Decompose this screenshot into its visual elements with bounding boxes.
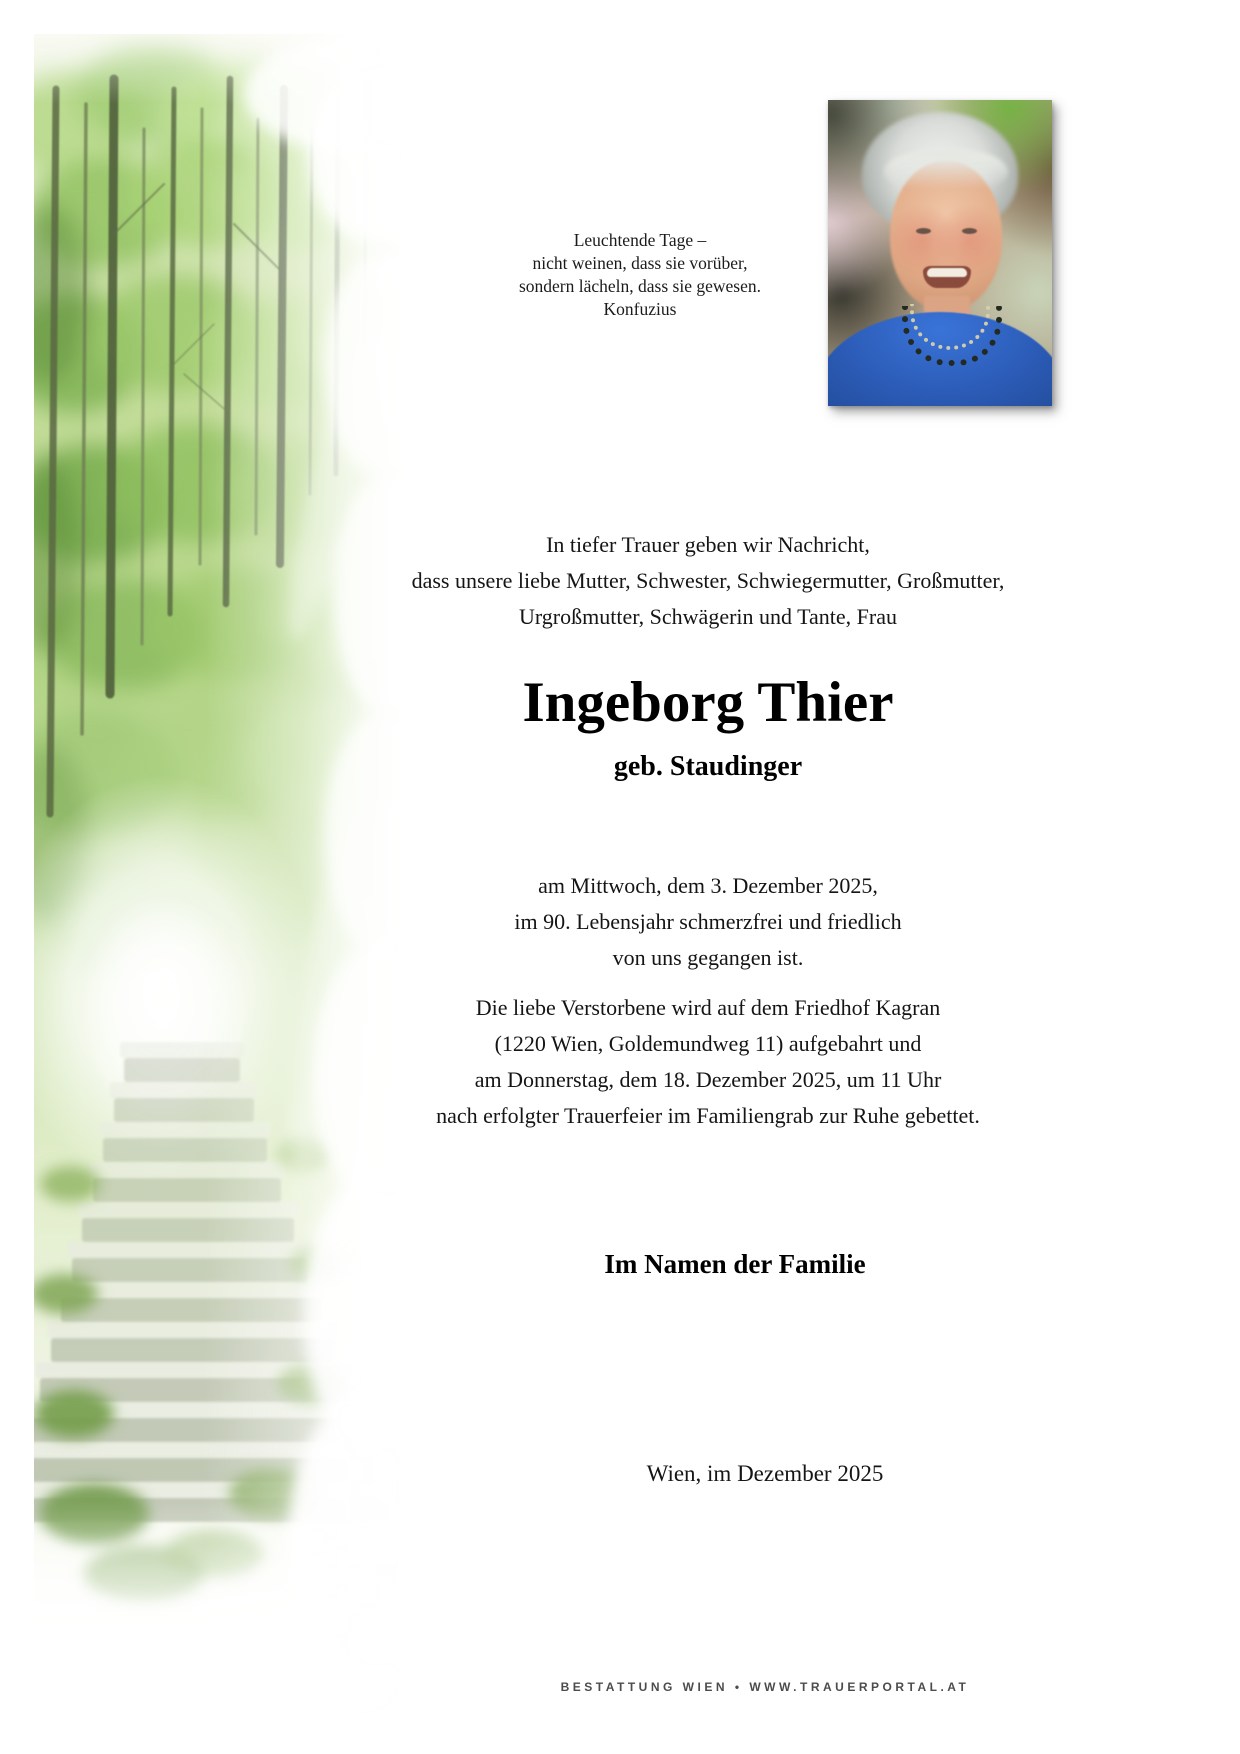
quote-line-2: nicht weinen, dass sie vorüber, <box>532 253 748 273</box>
forest-stairway-graphic <box>34 34 406 1720</box>
funeral-line-3: am Donnerstag, dem 18. Dezember 2025, um 11 Uhr <box>474 1067 942 1092</box>
place-date: Wien, im Dezember 2025 <box>646 1461 884 1486</box>
death-line-3: von uns gegangen ist. <box>612 945 804 970</box>
memorial-quote <box>440 229 840 321</box>
intro-line-2: dass unsere liebe Mutter, Schwester, Schwiegermutter, Großmutter, <box>411 568 1005 593</box>
announcement-intro <box>392 527 1024 635</box>
death-details <box>392 868 1024 976</box>
portrait-bangs <box>884 148 1008 196</box>
quote-line-3: sondern lächeln, dass sie gewesen. <box>518 276 761 296</box>
portrait-left-eye <box>916 228 931 234</box>
deceased-name: Ingeborg Thier <box>522 671 894 734</box>
funeral-line-1: Die liebe Verstorbene wird auf dem Friedhof Kagran <box>475 995 941 1020</box>
intro-line-3: Urgroßmutter, Schwägerin und Tante, Frau <box>518 604 898 629</box>
portrait-teeth <box>927 268 967 277</box>
death-line-1: am Mittwoch, dem 3. Dezember 2025, <box>538 873 878 898</box>
maiden-name: geb. Staudinger <box>613 751 803 782</box>
funeral-line-4: nach erfolgter Trauerfeier im Familiengrab zur Ruhe gebettet. <box>436 1103 980 1128</box>
footer-credit: BESTATTUNG WIEN • WWW.TRAUERPORTAL.AT <box>560 1680 970 1694</box>
portrait-right-eye <box>962 228 977 234</box>
quote-attribution: Konfuzius <box>603 299 677 319</box>
intro-line-1: In tiefer Trauer geben wir Nachricht, <box>546 532 870 557</box>
family-closing: Im Namen der Familie <box>604 1249 866 1279</box>
death-line-2: im 90. Lebensjahr schmerzfrei und friedlich <box>514 909 902 934</box>
forest-stairway-image <box>34 34 406 1720</box>
funeral-line-2: (1220 Wien, Goldemundweg 11) aufgebahrt und <box>494 1031 922 1056</box>
portrait-smile <box>923 266 971 288</box>
portrait-photo <box>828 100 1052 406</box>
funeral-details <box>392 990 1024 1134</box>
quote-line-1: Leuchtende Tage – <box>573 230 707 250</box>
